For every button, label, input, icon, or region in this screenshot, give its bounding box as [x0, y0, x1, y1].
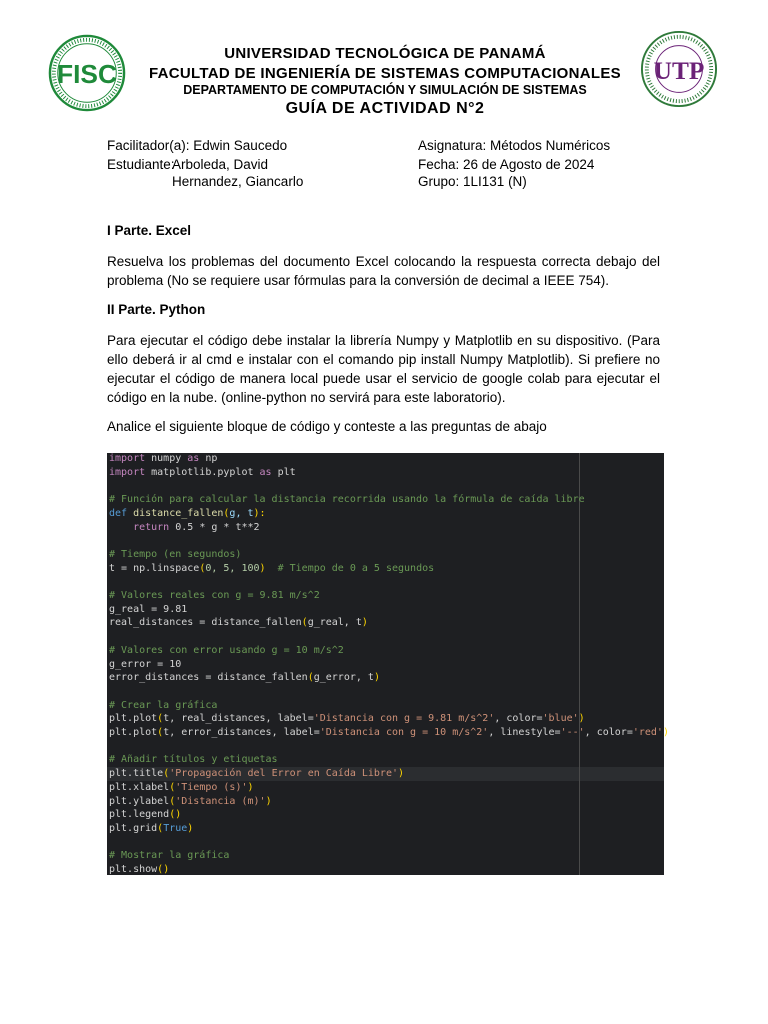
code-text: import numpy as np import matplotlib.pyplot as plt # Función para calcular la distancia recorrida usando la fórmula de caída libre def distance_fallen(g, t): return 0.5 * g * t**2 # Tiempo (en segundos) t = np.linspace(0, 5, 100) # Tiempo de 0 a 5 segundos # Valores reales con g = 9.81 m/s^2 g_real = 9.81 real_distances = distance_fallen(g_real, t) # Valores con error usando g = 10 m/s^2 g_error = 10 error_distances = distance_fallen(g_error, t) # Crear la gráfica plt.plot(t, real_distances, label='Distancia con g = 9.81 m/s^2', color='blue') plt.plot(t, error_distances, label='Distancia con g = 10 m/s^2', linestyle='--', color='red') # Añadir títulos y etiquetas plt.title('Propagación del Error en Caída Libre') plt.xlabel('Tiempo (s)') plt.ylabel('Distancia (m)') plt.legend() plt.grid(True) # Mostrar la gráfica plt.show() — [109, 453, 669, 876]
part2-heading: II Parte. Python — [107, 302, 206, 317]
department-name: DEPARTAMENTO DE COMPUTACIÓN Y SIMULACIÓN DE SISTEMAS — [183, 83, 587, 97]
utp-logo — [640, 30, 718, 108]
student-label: Estudiante: — [107, 157, 175, 172]
subject: Asignatura: Métodos Numéricos — [418, 138, 611, 153]
student-name-1: Arboleda, David — [172, 157, 269, 172]
document-title: GUÍA DE ACTIVIDAD N°2 — [285, 100, 485, 117]
group: Grupo: 1LI131 (N) — [418, 174, 527, 189]
part1-text: Resuelva los problemas del documento Excel colocando la respuesta correcta debajo del problema (No se requiere usar fórmulas para la conversión de decimal a IEEE 754). — [107, 254, 660, 288]
fisc-logo-text: FISC — [57, 58, 117, 89]
fisc-logo — [48, 34, 126, 112]
code-block — [107, 453, 669, 876]
student-name-2: Hernandez, Giancarlo — [172, 174, 304, 189]
part2-instruction: Analice el siguiente bloque de código y conteste a las preguntas de abajo — [107, 419, 547, 434]
faculty-name: FACULTAD DE INGENIERÍA DE SISTEMAS COMPUTACIONALES — [149, 65, 621, 82]
part1-heading: I Parte. Excel — [107, 223, 192, 238]
utp-logo-text: UTP — [653, 56, 705, 85]
date: Fecha: 26 de Agosto de 2024 — [418, 157, 595, 172]
facilitator: Facilitador(a): Edwin Saucedo — [107, 138, 288, 153]
university-name: UNIVERSIDAD TECNOLÓGICA DE PANAMÁ — [224, 45, 546, 62]
part2-text: Para ejecutar el código debe instalar la librería Numpy y Matplotlib en su dispositivo. (Para ello deberá ir al cmd e instalar con el comando pip install Numpy Matplotlib). Si prefiere no ejecutar el código de manera local puede usar el servicio de google colab para ejecutar el código en la nube. (online-python no servirá para este laboratorio). — [107, 333, 660, 405]
